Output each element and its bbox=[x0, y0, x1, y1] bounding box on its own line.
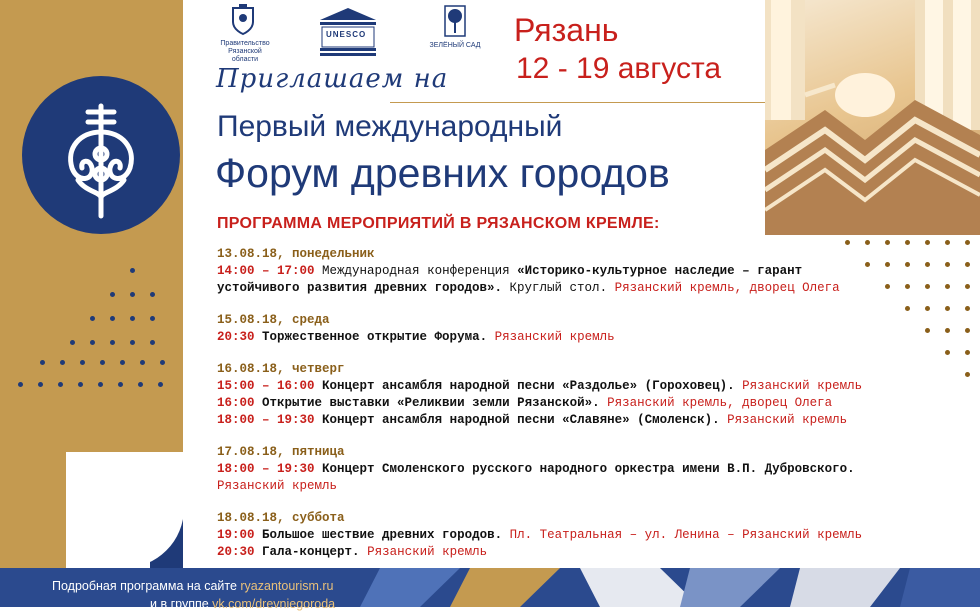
item-location: Рязанский кремль bbox=[367, 545, 488, 559]
decor-dot bbox=[110, 340, 115, 345]
day-weekday: суббота bbox=[292, 511, 345, 525]
day-heading bbox=[217, 361, 887, 378]
schedule-item bbox=[217, 263, 887, 297]
decor-dot bbox=[905, 262, 910, 267]
decor-dot bbox=[130, 292, 135, 297]
decor-dot bbox=[40, 360, 45, 365]
partner-logos bbox=[215, 4, 500, 63]
decor-dot bbox=[965, 372, 970, 377]
item-location: Рязанский кремль bbox=[727, 413, 848, 427]
decor-dot bbox=[100, 360, 105, 365]
item-location: Рязанский кремль bbox=[217, 479, 338, 493]
item-location: Рязанский кремль bbox=[494, 330, 615, 344]
decor-dot bbox=[120, 360, 125, 365]
decor-dot bbox=[925, 328, 930, 333]
item-time: 14:00 – 17:00 bbox=[217, 264, 315, 278]
item-time: 18:00 – 19:30 bbox=[217, 413, 315, 427]
item-location: Рязанский кремль bbox=[742, 379, 863, 393]
footer-text-2: и в группе bbox=[150, 597, 213, 611]
footer-line-1 bbox=[52, 579, 333, 593]
decor-dot bbox=[905, 306, 910, 311]
kremlin-photo bbox=[765, 0, 980, 235]
day-heading bbox=[217, 510, 887, 527]
decor-dot bbox=[965, 350, 970, 355]
day-heading bbox=[217, 246, 887, 263]
footer-line-2 bbox=[150, 597, 335, 611]
schedule-day bbox=[217, 246, 887, 297]
day-heading bbox=[217, 312, 887, 329]
decor-dot bbox=[60, 360, 65, 365]
decor-dot bbox=[130, 268, 135, 273]
day-weekday: пятница bbox=[292, 445, 345, 459]
decor-dot bbox=[845, 240, 850, 245]
tree-logo-icon bbox=[443, 4, 467, 38]
decor-dot bbox=[90, 316, 95, 321]
item-time: 20:30 bbox=[217, 545, 255, 559]
item-title: Концерт ансамбля народной песни «Раздолье» (Гороховец). bbox=[322, 379, 735, 393]
day-date: 18.08.18, bbox=[217, 511, 285, 525]
day-date: 13.08.18, bbox=[217, 247, 285, 261]
decor-dot bbox=[905, 240, 910, 245]
item-time: 18:00 – 19:30 bbox=[217, 462, 315, 476]
site-link[interactable]: ryazantourism.ru bbox=[240, 579, 334, 593]
decor-dot bbox=[150, 316, 155, 321]
item-location: Пл. Театральная – ул. Ленина – Рязанский кремль bbox=[509, 528, 863, 542]
schedule-item bbox=[217, 544, 887, 561]
dot-pattern-left bbox=[0, 0, 183, 400]
item-title: «Историко-культурное наследие – гарант устойчивого развития древних городов». bbox=[217, 264, 803, 295]
day-weekday: четверг bbox=[292, 362, 345, 376]
decor-dot bbox=[38, 382, 43, 387]
ryazan-coat-of-arms-icon bbox=[230, 4, 256, 36]
decor-dot bbox=[150, 340, 155, 345]
decor-dot bbox=[945, 262, 950, 267]
decor-dot bbox=[130, 340, 135, 345]
item-prefix: Международная конференция bbox=[322, 264, 518, 278]
day-weekday: среда bbox=[292, 313, 330, 327]
decor-dot bbox=[158, 382, 163, 387]
decor-dot bbox=[965, 306, 970, 311]
schedule-day bbox=[217, 361, 887, 429]
schedule-item bbox=[217, 461, 887, 495]
vk-group-link[interactable]: vk.com/drevniegoroda bbox=[212, 597, 336, 611]
day-date: 15.08.18, bbox=[217, 313, 285, 327]
decor-dot bbox=[965, 262, 970, 267]
day-date: 17.08.18, bbox=[217, 445, 285, 459]
footer-text-1: Подробная программа на сайте bbox=[52, 579, 241, 593]
schedule-item bbox=[217, 329, 887, 346]
schedule-item bbox=[217, 412, 887, 429]
decor-dot bbox=[98, 382, 103, 387]
decor-dot bbox=[110, 316, 115, 321]
decor-dot bbox=[865, 240, 870, 245]
event-city: Рязань bbox=[514, 12, 619, 48]
navy-shape-decor bbox=[150, 452, 183, 568]
event-schedule bbox=[217, 246, 887, 576]
item-title: Концерт ансамбля народной песни «Славяне» (Смоленск). bbox=[322, 413, 720, 427]
item-location: Рязанский кремль, дворец Олега bbox=[614, 281, 840, 295]
item-title: Открытие выставки «Реликвии земли Рязанской». bbox=[262, 396, 600, 410]
schedule-day bbox=[217, 510, 887, 561]
item-title: Гала-концерт. bbox=[262, 545, 360, 559]
decor-dot bbox=[80, 360, 85, 365]
decor-dot bbox=[130, 316, 135, 321]
day-heading bbox=[217, 444, 887, 461]
schedule-item bbox=[217, 378, 887, 395]
item-time: 19:00 bbox=[217, 528, 255, 542]
invite-underline bbox=[390, 102, 766, 103]
decor-dot bbox=[925, 240, 930, 245]
title-line-1: Первый международный bbox=[217, 110, 563, 143]
item-time: 15:00 – 16:00 bbox=[217, 379, 315, 393]
cathedral-angel-image bbox=[765, 0, 980, 235]
item-time: 20:30 bbox=[217, 330, 255, 344]
day-weekday: понедельник bbox=[292, 247, 375, 261]
decor-dot bbox=[945, 350, 950, 355]
decor-dot bbox=[70, 340, 75, 345]
event-dates: 12 - 19 августа bbox=[516, 52, 722, 85]
decor-dot bbox=[18, 382, 23, 387]
schedule-item bbox=[217, 395, 887, 412]
decor-dot bbox=[58, 382, 63, 387]
gov-logo-caption: Правительство Рязанской области bbox=[220, 40, 270, 63]
program-heading: ПРОГРАММА МЕРОПРИЯТИЙ В РЯЗАНСКОМ КРЕМЛЕ: bbox=[217, 215, 660, 232]
decor-dot bbox=[140, 360, 145, 365]
decor-dot bbox=[90, 340, 95, 345]
decor-dot bbox=[945, 328, 950, 333]
decor-dot bbox=[945, 284, 950, 289]
decor-dot bbox=[160, 360, 165, 365]
decor-dot bbox=[885, 240, 890, 245]
item-title: Большое шествие древних городов. bbox=[262, 528, 503, 542]
unesco-text: UNESCO bbox=[326, 30, 367, 39]
item-time: 16:00 bbox=[217, 396, 255, 410]
garden-logo-caption: ЗЕЛЁНЫЙ САД bbox=[429, 42, 481, 49]
decor-dot bbox=[925, 306, 930, 311]
decor-dot bbox=[965, 284, 970, 289]
decor-dot bbox=[905, 284, 910, 289]
decor-dot bbox=[925, 284, 930, 289]
decor-dot bbox=[945, 240, 950, 245]
schedule-day bbox=[217, 444, 887, 495]
schedule-item bbox=[217, 527, 887, 544]
item-suffix: Круглый стол. bbox=[502, 281, 608, 295]
decor-dot bbox=[138, 382, 143, 387]
decor-dot bbox=[110, 292, 115, 297]
decor-dot bbox=[925, 262, 930, 267]
decor-dot bbox=[78, 382, 83, 387]
day-date: 16.08.18, bbox=[217, 362, 285, 376]
decor-dot bbox=[965, 240, 970, 245]
decor-dot bbox=[945, 306, 950, 311]
decor-dot bbox=[965, 328, 970, 333]
decor-dot bbox=[150, 292, 155, 297]
schedule-day bbox=[217, 312, 887, 346]
item-title: Концерт Смоленского русского народного оркестра имени В.П. Дубровского. bbox=[322, 462, 855, 476]
item-title: Торжественное открытие Форума. bbox=[262, 330, 488, 344]
title-line-2: Форум древних городов bbox=[215, 150, 670, 196]
invite-script: Приглашаем на bbox=[216, 64, 449, 94]
item-location: Рязанский кремль, дворец Олега bbox=[607, 396, 833, 410]
decor-dot bbox=[118, 382, 123, 387]
